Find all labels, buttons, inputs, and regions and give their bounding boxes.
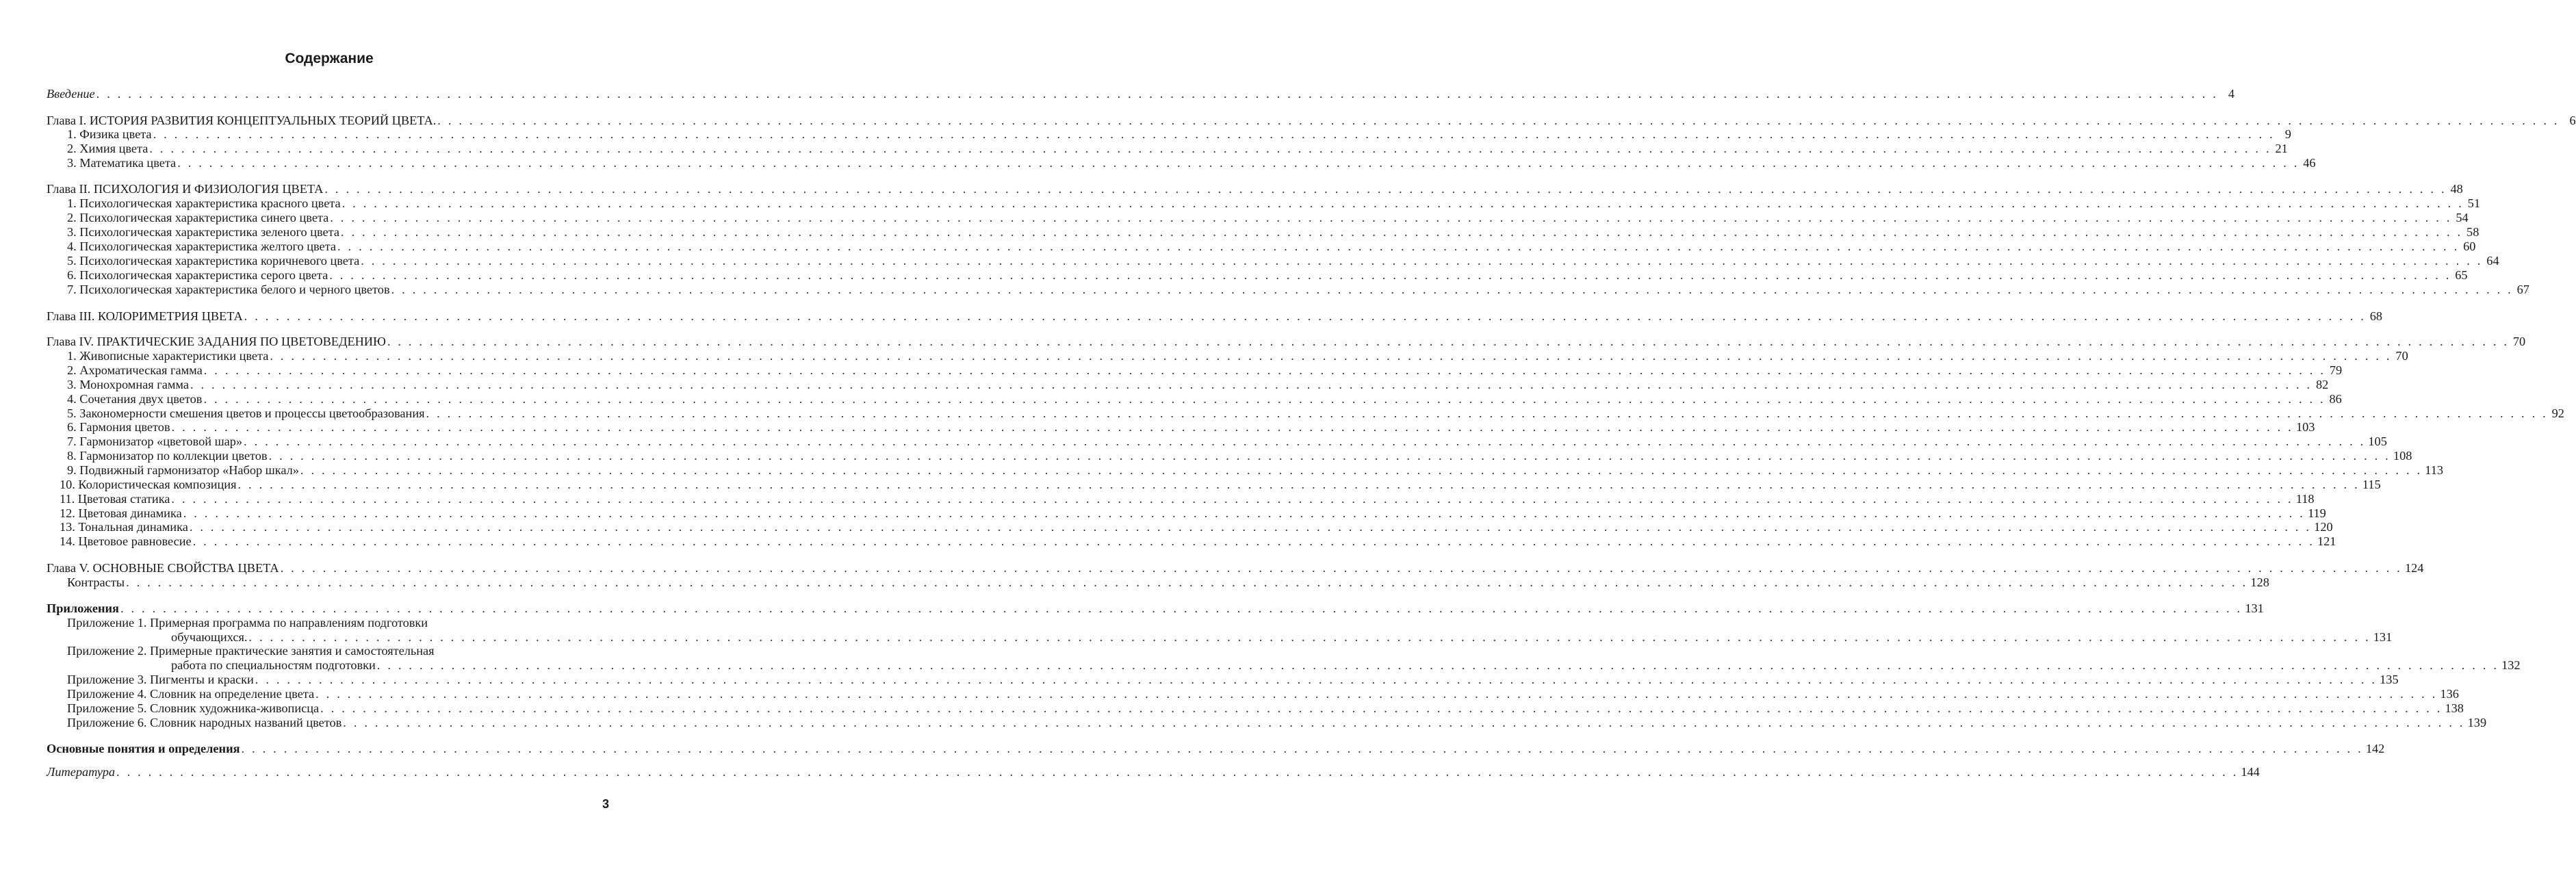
toc-entry-page: 132: [2501, 658, 2521, 672]
toc-entry-page: 131: [2373, 630, 2393, 644]
dot-leader: . . . . . . . . . . . . . . . . . . . . . . . . . . . . . . . . . . . . . . . . . . . . . . . . . . . . . . . . . . . . . . . . . . . . . . . . . . . . . . . . . . . . . . . . . . . . . . . . . . . . . . . . . . . . . . . . . . . . . . . . . . . . . . . . . . . . . . . . . . . . . . . . . . . . . . . . . . . . . . . . . . . . . . . . . . . . . . . . . . . . . . . . . . . . . . . . . . . . . . . .: [120, 601, 2243, 615]
toc-entry-page: 65: [2455, 268, 2468, 282]
page-number: 3: [602, 797, 610, 811]
toc-entry[interactable]: [67, 463, 2444, 478]
toc-entry[interactable]: [67, 615, 612, 630]
toc-entry[interactable]: [171, 658, 2521, 673]
toc-entry[interactable]: [67, 363, 2343, 378]
dot-leader: . . . . . . . . . . . . . . . . . . . . . . . . . . . . . . . . . . . . . . . . . . . . . . . . . . . . . . . . . . . . . . . . . . . . . . . . . . . . . . . . . . . . . . . . . . . . . . . . . . . . . . . . . . . . . . . . . . . . . . . . . . . . . . . . . . . . . . . . . . . . . . . . . . . . . . . . . . . . . . . . . . . . . . . . . . . . . . . . . . . . . . . . . . . . . . . . . . . . . . . .: [391, 283, 2513, 296]
toc-entry[interactable]: [67, 253, 2499, 268]
toc-entry-label: 3. Математика цвета: [67, 156, 177, 170]
toc-entry-page: 86: [2329, 392, 2342, 406]
dot-leader: . . . . . . . . . . . . . . . . . . . . . . . . . . . . . . . . . . . . . . . . . . . . . . . . . . . . . . . . . . . . . . . . . . . . . . . . . . . . . . . . . . . . . . . . . . . . . . . . . . . . . . . . . . . . . . . . . . . . . . . . . . . . . . . . . . . . . . . . . . . . . . . . . . . . . . . . . . . . . . . . . . . . . . . . . . . . . . . . . . . . . . . . . . . . . . . . . . . . . . . .: [337, 239, 2460, 253]
dot-leader: . . . . . . . . . . . . . . . . . . . . . . . . . . . . . . . . . . . . . . . . . . . . . . . . . . . . . . . . . . . . . . . . . . . . . . . . . . . . . . . . . . . . . . . . . . . . . . . . . . . . . . . . . . . . . . . . . . . . . . . . . . . . . . . . . . . . . . . . . . . . . . . . . . . . . . . . . . . . . . . . . . . . . . . . . . . . . . . . . . . . . . . . . . . . . . . . . . . . . . . .: [361, 254, 2483, 268]
toc-entry-label: 6. Психологическая характеристика серого цвета: [67, 268, 329, 282]
dot-leader: . . . . . . . . . . . . . . . . . . . . . . . . . . . . . . . . . . . . . . . . . . . . . . . . . . . . . . . . . . . . . . . . . . . . . . . . . . . . . . . . . . . . . . . . . . . . . . . . . . . . . . . . . . . . . . . . . . . . . . . . . . . . . . . . . . . . . . . . . . . . . . . . . . . . . . . . . . . . . . . . . . . . . . . . . . . . . . . . . . . . . . . . . . . . . . . . . . . . . . . .: [315, 687, 2438, 701]
toc-entry-label: Приложение 4. Словник на определение цвета: [67, 687, 315, 701]
toc-entry[interactable]: [67, 196, 2480, 211]
dot-leader: . . . . . . . . . . . . . . . . . . . . . . . . . . . . . . . . . . . . . . . . . . . . . . . . . . . . . . . . . . . . . . . . . . . . . . . . . . . . . . . . . . . . . . . . . . . . . . . . . . . . . . . . . . . . . . . . . . . . . . . . . . . . . . . . . . . . . . . . . . . . . . . . . . . . . . . . . . . . . . . . . . . . . . . . . . . . . . . . . . . . . . . . . . . . . . . . . . . . . . . .: [329, 268, 2451, 282]
toc-entry[interactable]: [60, 506, 2326, 521]
dot-leader: . . . . . . . . . . . . . . . . . . . . . . . . . . . . . . . . . . . . . . . . . . . . . . . . . . . . . . . . . . . . . . . . . . . . . . . . . . . . . . . . . . . . . . . . . . . . . . . . . . . . . . . . . . . . . . . . . . . . . . . . . . . . . . . . . . . . . . . . . . . . . . . . . . . . . . . . . . . . . . . . . . . . . . . . . . . . . . . . . . . . . . . . . . . . . . . . . . . . . . . .: [203, 392, 2326, 406]
toc-entry-page: 60: [2463, 239, 2476, 253]
toc-entry-label: 11. Цветовая статика: [60, 492, 170, 506]
toc-entry-page: 68: [2369, 309, 2383, 323]
toc-entry[interactable]: [67, 686, 2459, 701]
toc-entry-page: 54: [2456, 211, 2469, 224]
toc-entry-label: Глава V. ОСНОВНЫЕ СВОЙСТВА ЦВЕТА: [47, 561, 279, 575]
toc-entry-label: 7. Психологическая характеристика белого и черного цветов: [67, 283, 390, 296]
toc-entry[interactable]: [47, 741, 2385, 756]
dot-leader: . . . . . . . . . . . . . . . . . . . . . . . . . . . . . . . . . . . . . . . . . . . . . . . . . . . . . . . . . . . . . . . . . . . . . . . . . . . . . . . . . . . . . . . . . . . . . . . . . . . . . . . . . . . . . . . . . . . . . . . . . . . . . . . . . . . . . . . . . . . . . . . . . . . . . . . . . . . . . . . . . . . . . . . . . . . . . . . . . . . . . . . . . . . . . . . . . . . . . . . .: [248, 630, 2371, 644]
dot-leader: . . . . . . . . . . . . . . . . . . . . . . . . . . . . . . . . . . . . . . . . . . . . . . . . . . . . . . . . . . . . . . . . . . . . . . . . . . . . . . . . . . . . . . . . . . . . . . . . . . . . . . . . . . . . . . . . . . . . . . . . . . . . . . . . . . . . . . . . . . . . . . . . . . . . . . . . . . . . . . . . . . . . . . . . . . . . . . . . . . . . . . . . . . . . . . . . . . . . . . . .: [340, 225, 2463, 239]
dot-leader: . . . . . . . . . . . . . . . . . . . . . . . . . . . . . . . . . . . . . . . . . . . . . . . . . . . . . . . . . . . . . . . . . . . . . . . . . . . . . . . . . . . . . . . . . . . . . . . . . . . . . . . . . . . . . . . . . . . . . . . . . . . . . . . . . . . . . . . . . . . . . . . . . . . . . . . . . . . . . . . . . . . . . . . . . . . . . . . . . . . . . . . . . . . . . . . . . . . . . . . .: [149, 142, 2271, 155]
toc-entry-label: 4. Психологическая характеристика желтого цвета: [67, 239, 336, 253]
toc-entry[interactable]: [47, 764, 2260, 779]
dot-leader: . . . . . . . . . . . . . . . . . . . . . . . . . . . . . . . . . . . . . . . . . . . . . . . . . . . . . . . . . . . . . . . . . . . . . . . . . . . . . . . . . . . . . . . . . . . . . . . . . . . . . . . . . . . . . . . . . . . . . . . . . . . . . . . . . . . . . . . . . . . . . . . . . . . . . . . . . . . . . . . . . . . . . . . . . . . . . . . . . . . . . . . . . . . . . . . . . . . . . . . .: [177, 156, 2300, 170]
toc-entry-page: 9: [2284, 127, 2291, 141]
toc-entry-page: 108: [2393, 449, 2412, 463]
toc-entry-page: 58: [2466, 225, 2480, 239]
dot-leader: . . . . . . . . . . . . . . . . . . . . . . . . . . . . . . . . . . . . . . . . . . . . . . . . . . . . . . . . . . . . . . . . . . . . . . . . . . . . . . . . . . . . . . . . . . . . . . . . . . . . . . . . . . . . . . . . . . . . . . . . . . . . . . . . . . . . . . . . . . . . . . . . . . . . . . . . . . . . . . . . . . . . . . . . . . . . . . . . . . . . . . . . . . . . . . . . . . . . . . . .: [244, 309, 2367, 323]
toc-entry-label: Глава I. ИСТОРИЯ РАЗВИТИЯ КОНЦЕПТУАЛЬНЫХ ТЕОРИЙ ЦВЕТА.: [47, 114, 437, 127]
toc-entry-label: Приложение 1. Примерная программа по направлениям подготовки: [67, 616, 428, 630]
toc-entry[interactable]: [67, 282, 2529, 297]
toc-entry[interactable]: [67, 406, 2564, 421]
toc-entry[interactable]: [67, 268, 2468, 283]
toc-entry-label: Основные понятия и определения: [47, 742, 240, 755]
dot-leader: . . . . . . . . . . . . . . . . . . . . . . . . . . . . . . . . . . . . . . . . . . . . . . . . . . . . . . . . . . . . . . . . . . . . . . . . . . . . . . . . . . . . . . . . . . . . . . . . . . . . . . . . . . . . . . . . . . . . . . . . . . . . . . . . . . . . . . . . . . . . . . . . . . . . . . . . . . . . . . . . . . . . . . . . . . . . . . . . . . . . . . . . . . . . . . . . . . . . . . . .: [320, 701, 2443, 715]
toc-entry[interactable]: [67, 672, 2399, 687]
dot-leader: . . . . . . . . . . . . . . . . . . . . . . . . . . . . . . . . . . . . . . . . . . . . . . . . . . . . . . . . . . . . . . . . . . . . . . . . . . . . . . . . . . . . . . . . . . . . . . . . . . . . . . . . . . . . . . . . . . . . . . . . . . . . . . . . . . . . . . . . . . . . . . . . . . . . . . . . . . . . . . . . . . . . . . . . . . . . . . . . . . . . . . . . . . . . . . . . . . . . . . . .: [183, 506, 2306, 520]
toc-entry[interactable]: [67, 391, 2342, 406]
toc-entry-label: работа по специальностям подготовки: [171, 658, 376, 672]
toc-entry-label: 9. Подвижный гармонизатор «Набор шкал»: [67, 463, 299, 477]
toc-entry[interactable]: [60, 477, 2381, 492]
dot-leader: . . . . . . . . . . . . . . . . . . . . . . . . . . . . . . . . . . . . . . . . . . . . . . . . . . . . . . . . . . . . . . . . . . . . . . . . . . . . . . . . . . . . . . . . . . . . . . . . . . . . . . . . . . . . . . . . . . . . . . . . . . . . . . . . . . . . . . . . . . . . . . . . . . . . . . . . . . . . . . . . . . . . . . . . . . . . . . . . . . . . . . . . . . . . . . . . . . . . . . . .: [192, 534, 2315, 548]
toc-entry-label: 6. Гармония цветов: [67, 420, 170, 434]
toc-entry-label: Приложение 5. Словник художника-живописца: [67, 701, 320, 715]
dot-leader: . . . . . . . . . . . . . . . . . . . . . . . . . . . . . . . . . . . . . . . . . . . . . . . . . . . . . . . . . . . . . . . . . . . . . . . . . . . . . . . . . . . . . . . . . . . . . . . . . . . . . . . . . . . . . . . . . . . . . . . . . . . . . . . . . . . . . . . . . . . . . . . . . . . . . . . . . . . . . . . . . . . . . . . . . . . . . . . . . . . . . . . . . . . . . . . . . . . . . . . .: [330, 211, 2452, 224]
toc-entry-label: 1. Психологическая характеристика красного цвета: [67, 196, 341, 210]
toc-entry-label: 5. Закономерности смешения цветов и процессы цветообразования: [67, 406, 425, 420]
toc-entry-page: 120: [2314, 520, 2333, 534]
toc-entry-page: 142: [2365, 742, 2385, 755]
toc-entry-label: 3. Психологическая характеристика зеленого цвета: [67, 225, 339, 239]
toc-entry-label: 4. Сочетания двух цветов: [67, 392, 203, 406]
toc-entry[interactable]: [47, 334, 2526, 349]
dot-leader: . . . . . . . . . . . . . . . . . . . . . . . . . . . . . . . . . . . . . . . . . . . . . . . . . . . . . . . . . . . . . . . . . . . . . . . . . . . . . . . . . . . . . . . . . . . . . . . . . . . . . . . . . . . . . . . . . . . . . . . . . . . . . . . . . . . . . . . . . . . . . . . . . . . . . . . . . . . . . . . . . . . . . . . . . . . . . . . . . . . . . . . . . . . . . . . . . . . . . . . .: [203, 363, 2326, 377]
toc-entry[interactable]: [67, 348, 2408, 363]
toc-entry-page: 124: [2404, 561, 2424, 575]
toc-entry-label: 5. Психологическая характеристика коричневого цвета: [67, 254, 360, 268]
toc-entry[interactable]: [60, 519, 2333, 534]
toc-entry[interactable]: [47, 86, 2235, 101]
toc-entry-page: 48: [2450, 182, 2463, 196]
toc-entry-page: 4: [2228, 87, 2235, 101]
toc-entry-page: 139: [2467, 716, 2487, 729]
toc-entry-page: 135: [2380, 673, 2399, 686]
dot-leader: . . . . . . . . . . . . . . . . . . . . . . . . . . . . . . . . . . . . . . . . . . . . . . . . . . . . . . . . . . . . . . . . . . . . . . . . . . . . . . . . . . . . . . . . . . . . . . . . . . . . . . . . . . . . . . . . . . . . . . . . . . . . . . . . . . . . . . . . . . . . . . . . . . . . . . . . . . . . . . . . . . . . . . . . . . . . . . . . . . . . . . . . . . . . . . . . . . . . . . . .: [189, 520, 2312, 534]
toc-entry-label: Приложение 6. Словник народных названий цветов: [67, 716, 342, 729]
toc-entry[interactable]: [67, 575, 2269, 590]
toc-entry[interactable]: [47, 601, 2264, 616]
toc-entry-label: 2. Ахроматическая гамма: [67, 363, 203, 377]
toc-entry[interactable]: [67, 643, 612, 658]
toc-entry[interactable]: [67, 224, 2480, 239]
dot-leader: . . . . . . . . . . . . . . . . . . . . . . . . . . . . . . . . . . . . . . . . . . . . . . . . . . . . . . . . . . . . . . . . . . . . . . . . . . . . . . . . . . . . . . . . . . . . . . . . . . . . . . . . . . . . . . . . . . . . . . . . . . . . . . . . . . . . . . . . . . . . . . . . . . . . . . . . . . . . . . . . . . . . . . . . . . . . . . . . . . . . . . . . . . . . . . . . . . . . . . . .: [437, 114, 2560, 127]
toc-entry[interactable]: [47, 181, 2463, 196]
toc-entry[interactable]: [67, 210, 2469, 225]
toc-entry-label: Приложения: [47, 601, 119, 615]
dot-leader: . . . . . . . . . . . . . . . . . . . . . . . . . . . . . . . . . . . . . . . . . . . . . . . . . . . . . . . . . . . . . . . . . . . . . . . . . . . . . . . . . . . . . . . . . . . . . . . . . . . . . . . . . . . . . . . . . . . . . . . . . . . . . . . . . . . . . . . . . . . . . . . . . . . . . . . . . . . . . . . . . . . . . . . . . . . . . . . . . . . . . . . . . . . . . . . . . . . . . . . .: [324, 182, 2447, 196]
toc-entry-label: 14. Цветовое равновесие: [60, 534, 192, 548]
toc-entry-label: 3. Монохромная гамма: [67, 378, 189, 391]
toc-entry-page: 128: [2250, 575, 2269, 589]
dot-leader: . . . . . . . . . . . . . . . . . . . . . . . . . . . . . . . . . . . . . . . . . . . . . . . . . . . . . . . . . . . . . . . . . . . . . . . . . . . . . . . . . . . . . . . . . . . . . . . . . . . . . . . . . . . . . . . . . . . . . . . . . . . . . . . . . . . . . . . . . . . . . . . . . . . . . . . . . . . . . . . . . . . . . . . . . . . . . . . . . . . . . . . . . . . . . . . . . . . . . . . .: [190, 378, 2313, 391]
toc-entry-page: 113: [2425, 463, 2444, 477]
toc-entry[interactable]: [171, 630, 2393, 645]
toc-entry-label: Приложение 3. Пигменты и краски: [67, 673, 254, 686]
toc-entry-page: 6: [2569, 114, 2576, 127]
toc-entry-label: Глава II. ПСИХОЛОГИЯ И ФИЗИОЛОГИЯ ЦВЕТА: [47, 182, 324, 196]
toc-entry-page: 51: [2467, 196, 2480, 210]
toc-entry-label: Приложение 2. Примерные практические занятия и самостоятельная: [67, 644, 435, 658]
toc-entry-label: Глава IV. ПРАКТИЧЕСКИЕ ЗАДАНИЯ ПО ЦВЕТОВЕДЕНИЮ: [47, 335, 386, 348]
toc-entry-page: 64: [2486, 254, 2499, 268]
toc-entry-label: Введение: [47, 87, 95, 101]
dot-leader: . . . . . . . . . . . . . . . . . . . . . . . . . . . . . . . . . . . . . . . . . . . . . . . . . . . . . . . . . . . . . . . . . . . . . . . . . . . . . . . . . . . . . . . . . . . . . . . . . . . . . . . . . . . . . . . . . . . . . . . . . . . . . . . . . . . . . . . . . . . . . . . . . . . . . . . . . . . . . . . . . . . . . . . . . . . . . . . . . . . . . . . . . . . . . . . . . . . . . . . .: [280, 561, 2402, 575]
toc-entry-page: 46: [2303, 156, 2316, 170]
toc-entry[interactable]: [67, 419, 2315, 434]
toc-entry[interactable]: [67, 701, 2464, 716]
dot-leader: . . . . . . . . . . . . . . . . . . . . . . . . . . . . . . . . . . . . . . . . . . . . . . . . . . . . . . . . . . . . . . . . . . . . . . . . . . . . . . . . . . . . . . . . . . . . . . . . . . . . . . . . . . . . . . . . . . . . . . . . . . . . . . . . . . . . . . . . . . . . . . . . . . . . . . . . . . . . . . . . . . . . . . . . . . . . . . . . . . . . . . . . . . . . . . . . . . . . . . . .: [255, 673, 2378, 686]
toc-entry[interactable]: [67, 377, 2329, 392]
toc-entry[interactable]: [67, 434, 2387, 449]
dot-leader: . . . . . . . . . . . . . . . . . . . . . . . . . . . . . . . . . . . . . . . . . . . . . . . . . . . . . . . . . . . . . . . . . . . . . . . . . . . . . . . . . . . . . . . . . . . . . . . . . . . . . . . . . . . . . . . . . . . . . . . . . . . . . . . . . . . . . . . . . . . . . . . . . . . . . . . . . . . . . . . . . . . . . . . . . . . . . . . . . . . . . . . . . . . . . . . . . . . . . . . .: [171, 420, 2293, 434]
dot-leader: . . . . . . . . . . . . . . . . . . . . . . . . . . . . . . . . . . . . . . . . . . . . . . . . . . . . . . . . . . . . . . . . . . . . . . . . . . . . . . . . . . . . . . . . . . . . . . . . . . . . . . . . . . . . . . . . . . . . . . . . . . . . . . . . . . . . . . . . . . . . . . . . . . . . . . . . . . . . . . . . . . . . . . . . . . . . . . . . . . . . . . . . . . . . . . . . . . . . . . . .: [126, 575, 2248, 589]
toc-entry-page: 136: [2440, 687, 2459, 701]
page-title: Содержание: [285, 51, 374, 66]
dot-leader: . . . . . . . . . . . . . . . . . . . . . . . . . . . . . . . . . . . . . . . . . . . . . . . . . . . . . . . . . . . . . . . . . . . . . . . . . . . . . . . . . . . . . . . . . . . . . . . . . . . . . . . . . . . . . . . . . . . . . . . . . . . . . . . . . . . . . . . . . . . . . . . . . . . . . . . . . . . . . . . . . . . . . . . . . . . . . . . . . . . . . . . . . . . . . . . . . . . . . . . .: [342, 196, 2464, 210]
dot-leader: . . . . . . . . . . . . . . . . . . . . . . . . . . . . . . . . . . . . . . . . . . . . . . . . . . . . . . . . . . . . . . . . . . . . . . . . . . . . . . . . . . . . . . . . . . . . . . . . . . . . . . . . . . . . . . . . . . . . . . . . . . . . . . . . . . . . . . . . . . . . . . . . . . . . . . . . . . . . . . . . . . . . . . . . . . . . . . . . . . . . . . . . . . . . . . . . . . . . . . . .: [268, 449, 2391, 463]
toc-entry-label: 13. Тональная динамика: [60, 520, 188, 534]
toc-entry[interactable]: [60, 491, 2315, 506]
toc-entry[interactable]: [47, 113, 2576, 128]
toc-entry-page: 118: [2295, 492, 2315, 506]
toc-entry-page: 79: [2329, 363, 2343, 377]
toc-entry-label: 10. Колористическая композиция: [60, 478, 237, 491]
toc-entry-page: 138: [2445, 701, 2464, 715]
toc-entry-label: 12. Цветовая динамика: [60, 506, 182, 520]
dot-leader: . . . . . . . . . . . . . . . . . . . . . . . . . . . . . . . . . . . . . . . . . . . . . . . . . . . . . . . . . . . . . . . . . . . . . . . . . . . . . . . . . . . . . . . . . . . . . . . . . . . . . . . . . . . . . . . . . . . . . . . . . . . . . . . . . . . . . . . . . . . . . . . . . . . . . . . . . . . . . . . . . . . . . . . . . . . . . . . . . . . . . . . . . . . . . . . . . . . . . . . .: [343, 716, 2465, 729]
toc-entry-page: 144: [2241, 765, 2260, 779]
toc-entry-page: 115: [2362, 478, 2381, 491]
toc-entry-label: обучающихся.: [171, 630, 248, 644]
toc-entry-label: Глава III. КОЛОРИМЕТРИЯ ЦВЕТА: [47, 309, 243, 323]
toc-entry-page: 119: [2308, 506, 2326, 520]
dot-leader: . . . . . . . . . . . . . . . . . . . . . . . . . . . . . . . . . . . . . . . . . . . . . . . . . . . . . . . . . . . . . . . . . . . . . . . . . . . . . . . . . . . . . . . . . . . . . . . . . . . . . . . . . . . . . . . . . . . . . . . . . . . . . . . . . . . . . . . . . . . . . . . . . . . . . . . . . . . . . . . . . . . . . . . . . . . . . . . . . . . . . . . . . . . . . . . . . . . . . . . .: [270, 349, 2392, 363]
toc-entry-label: 8. Гармонизатор по коллекции цветов: [67, 449, 268, 463]
toc-entry-page: 131: [2245, 601, 2264, 615]
toc-entry[interactable]: [67, 239, 2476, 254]
toc-entry-page: 103: [2295, 420, 2315, 434]
toc-entry-label: Литература: [47, 765, 116, 779]
toc-entry-label: 1. Живописные характеристики цвета: [67, 349, 269, 363]
toc-entry-label: 2. Химия цвета: [67, 142, 149, 155]
dot-leader: . . . . . . . . . . . . . . . . . . . . . . . . . . . . . . . . . . . . . . . . . . . . . . . . . . . . . . . . . . . . . . . . . . . . . . . . . . . . . . . . . . . . . . . . . . . . . . . . . . . . . . . . . . . . . . . . . . . . . . . . . . . . . . . . . . . . . . . . . . . . . . . . . . . . . . . . . . . . . . . . . . . . . . . . . . . . . . . . . . . . . . . . . . . . . . . . . . . . . . . .: [387, 335, 2510, 348]
dot-leader: . . . . . . . . . . . . . . . . . . . . . . . . . . . . . . . . . . . . . . . . . . . . . . . . . . . . . . . . . . . . . . . . . . . . . . . . . . . . . . . . . . . . . . . . . . . . . . . . . . . . . . . . . . . . . . . . . . . . . . . . . . . . . . . . . . . . . . . . . . . . . . . . . . . . . . . . . . . . . . . . . . . . . . . . . . . . . . . . . . . . . . . . . . . . . . . . . . . . . . . .: [426, 406, 2548, 420]
dot-leader: . . . . . . . . . . . . . . . . . . . . . . . . . . . . . . . . . . . . . . . . . . . . . . . . . . . . . . . . . . . . . . . . . . . . . . . . . . . . . . . . . . . . . . . . . . . . . . . . . . . . . . . . . . . . . . . . . . . . . . . . . . . . . . . . . . . . . . . . . . . . . . . . . . . . . . . . . . . . . . . . . . . . . . . . . . . . . . . . . . . . . . . . . . . . . . . . . . . . . . . .: [300, 463, 2423, 477]
toc-entry-page: 21: [2275, 142, 2288, 155]
dot-leader: . . . . . . . . . . . . . . . . . . . . . . . . . . . . . . . . . . . . . . . . . . . . . . . . . . . . . . . . . . . . . . . . . . . . . . . . . . . . . . . . . . . . . . . . . . . . . . . . . . . . . . . . . . . . . . . . . . . . . . . . . . . . . . . . . . . . . . . . . . . . . . . . . . . . . . . . . . . . . . . . . . . . . . . . . . . . . . . . . . . . . . . . . . . . . . . . . . . . . . . .: [376, 658, 2499, 672]
dot-leader: . . . . . . . . . . . . . . . . . . . . . . . . . . . . . . . . . . . . . . . . . . . . . . . . . . . . . . . . . . . . . . . . . . . . . . . . . . . . . . . . . . . . . . . . . . . . . . . . . . . . . . . . . . . . . . . . . . . . . . . . . . . . . . . . . . . . . . . . . . . . . . . . . . . . . . . . . . . . . . . . . . . . . . . . . . . . . . . . . . . . . . . . . . . . . . . . . . . . . . . .: [244, 434, 2366, 448]
toc-entry[interactable]: [67, 155, 2316, 170]
dot-leader: . . . . . . . . . . . . . . . . . . . . . . . . . . . . . . . . . . . . . . . . . . . . . . . . . . . . . . . . . . . . . . . . . . . . . . . . . . . . . . . . . . . . . . . . . . . . . . . . . . . . . . . . . . . . . . . . . . . . . . . . . . . . . . . . . . . . . . . . . . . . . . . . . . . . . . . . . . . . . . . . . . . . . . . . . . . . . . . . . . . . . . . . . . . . . . . . . . . . . . . .: [153, 127, 2275, 141]
toc-entry[interactable]: [60, 534, 2336, 549]
toc-entry-label: 2. Психологическая характеристика синего цвета: [67, 211, 329, 224]
toc-entry-label: 7. Гармонизатор «цветовой шар»: [67, 434, 243, 448]
toc-entry[interactable]: [47, 560, 2424, 575]
toc-entry-page: 121: [2317, 534, 2336, 548]
toc-entry[interactable]: [47, 309, 2383, 324]
toc-entry[interactable]: [67, 127, 2291, 142]
dot-leader: . . . . . . . . . . . . . . . . . . . . . . . . . . . . . . . . . . . . . . . . . . . . . . . . . . . . . . . . . . . . . . . . . . . . . . . . . . . . . . . . . . . . . . . . . . . . . . . . . . . . . . . . . . . . . . . . . . . . . . . . . . . . . . . . . . . . . . . . . . . . . . . . . . . . . . . . . . . . . . . . . . . . . . . . . . . . . . . . . . . . . . . . . . . . . . . . . . . . . . . .: [96, 87, 2219, 101]
toc-entry-page: 70: [2395, 349, 2408, 363]
toc-entry-label: 1. Физика цвета: [67, 127, 152, 141]
toc-entry-page: 92: [2551, 406, 2564, 420]
toc-entry[interactable]: [67, 715, 2487, 730]
dot-leader: . . . . . . . . . . . . . . . . . . . . . . . . . . . . . . . . . . . . . . . . . . . . . . . . . . . . . . . . . . . . . . . . . . . . . . . . . . . . . . . . . . . . . . . . . . . . . . . . . . . . . . . . . . . . . . . . . . . . . . . . . . . . . . . . . . . . . . . . . . . . . . . . . . . . . . . . . . . . . . . . . . . . . . . . . . . . . . . . . . . . . . . . . . . . . . . . . . . . . . . .: [171, 492, 2293, 506]
toc-entry-page: 82: [2316, 378, 2329, 391]
toc-entry-page: 105: [2368, 434, 2387, 448]
dot-leader: . . . . . . . . . . . . . . . . . . . . . . . . . . . . . . . . . . . . . . . . . . . . . . . . . . . . . . . . . . . . . . . . . . . . . . . . . . . . . . . . . . . . . . . . . . . . . . . . . . . . . . . . . . . . . . . . . . . . . . . . . . . . . . . . . . . . . . . . . . . . . . . . . . . . . . . . . . . . . . . . . . . . . . . . . . . . . . . . . . . . . . . . . . . . . . . . . . . . . . . .: [237, 478, 2360, 491]
toc-entry[interactable]: [67, 448, 2412, 463]
dot-leader: . . . . . . . . . . . . . . . . . . . . . . . . . . . . . . . . . . . . . . . . . . . . . . . . . . . . . . . . . . . . . . . . . . . . . . . . . . . . . . . . . . . . . . . . . . . . . . . . . . . . . . . . . . . . . . . . . . . . . . . . . . . . . . . . . . . . . . . . . . . . . . . . . . . . . . . . . . . . . . . . . . . . . . . . . . . . . . . . . . . . . . . . . . . . . . . . . . . . . . . .: [241, 742, 2363, 755]
toc-entry-page: 67: [2516, 283, 2529, 296]
toc-entry[interactable]: [67, 141, 2288, 156]
toc-entry-label: Контрасты: [67, 575, 125, 589]
toc-entry-page: 70: [2512, 335, 2526, 348]
dot-leader: . . . . . . . . . . . . . . . . . . . . . . . . . . . . . . . . . . . . . . . . . . . . . . . . . . . . . . . . . . . . . . . . . . . . . . . . . . . . . . . . . . . . . . . . . . . . . . . . . . . . . . . . . . . . . . . . . . . . . . . . . . . . . . . . . . . . . . . . . . . . . . . . . . . . . . . . . . . . . . . . . . . . . . . . . . . . . . . . . . . . . . . . . . . . . . . . . . . . . . . .: [116, 765, 2239, 779]
